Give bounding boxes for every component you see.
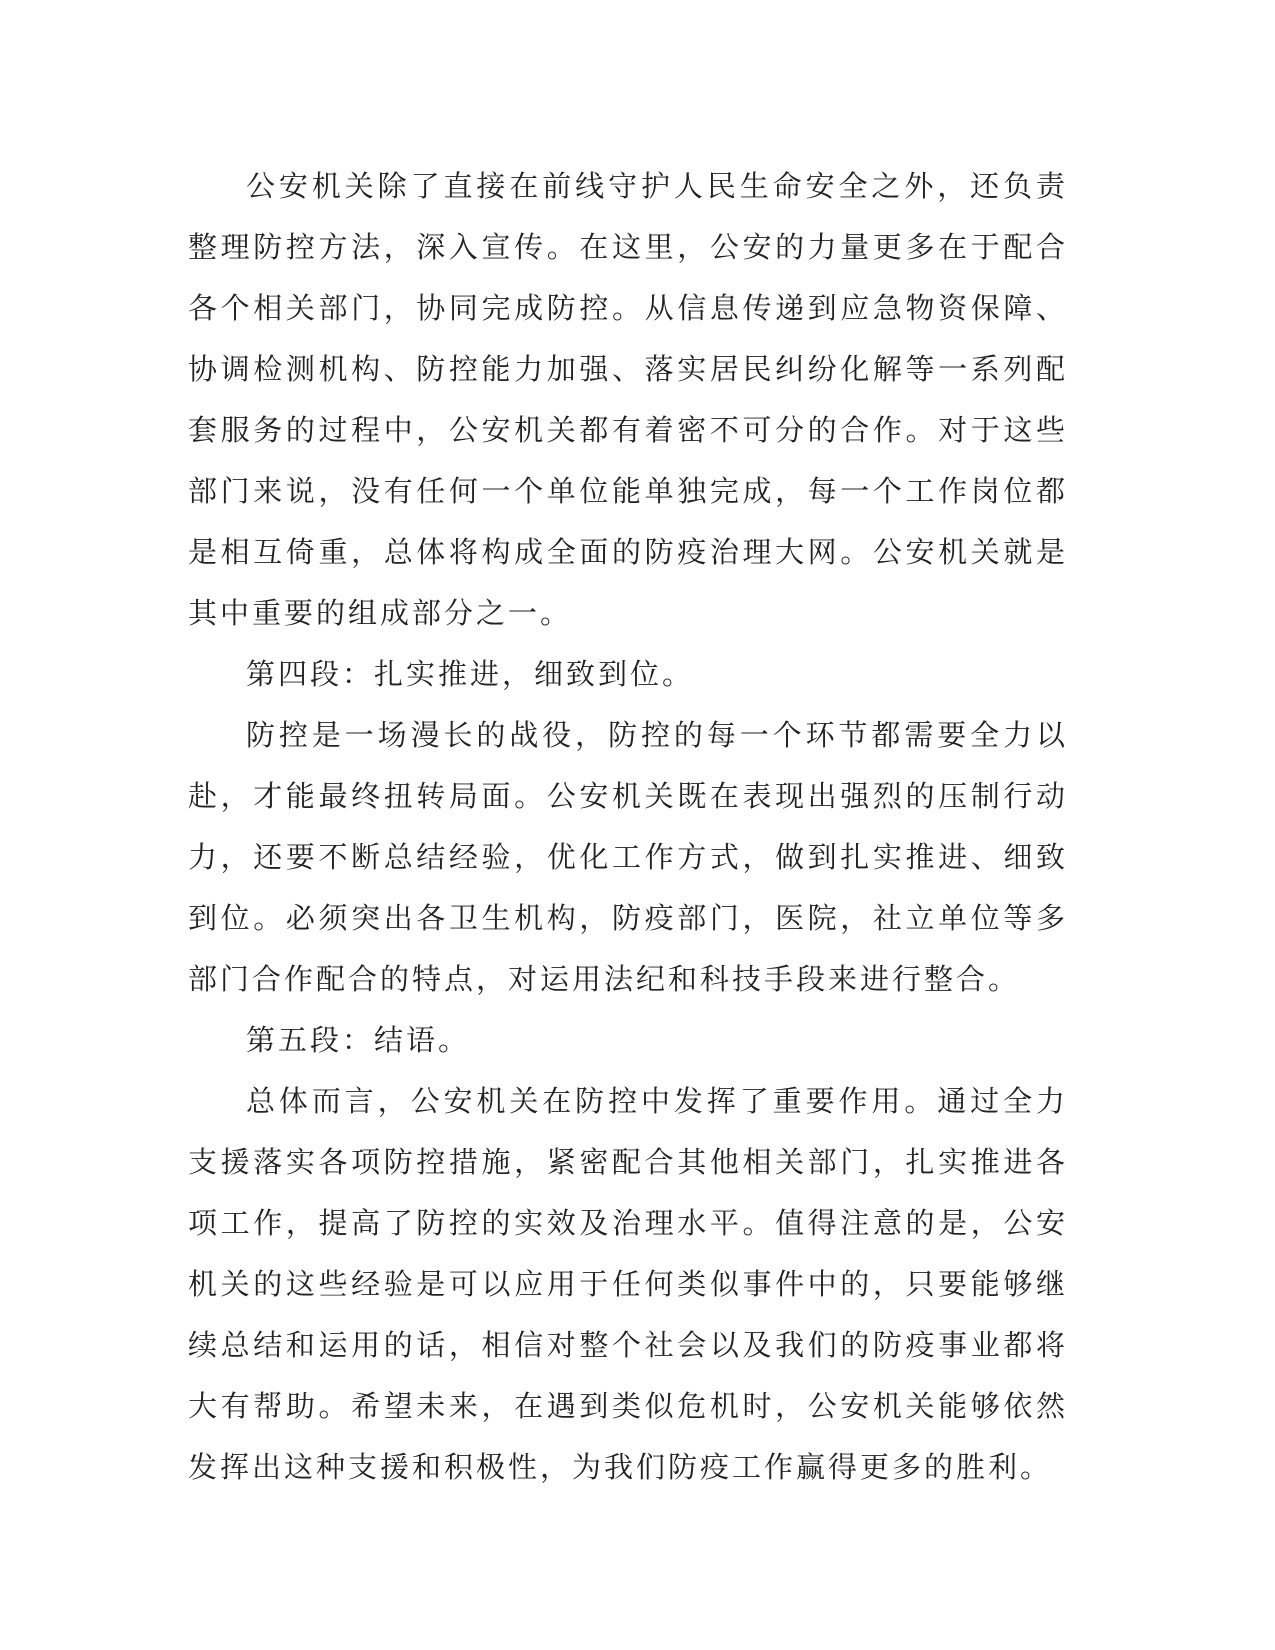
section-heading-four: 第四段：扎实推进，细致到位。 [246,657,695,691]
paragraph-conclusion: 总体而言，公安机关在防控中发挥了重要作用。通过全力支援落实各项防控措施，紧密配合其他相关部门，扎实推进各项工作，提高了防控的实效及治理水平。值得注意的是，公安机关的这些经验是可以应用于任何类似事件中的，只要能够继续总结和运用的话，相信对整个社会以及我们的防疫事业都将大有帮助。希望未来，在遇到类似危机时，公安机关能够依然发挥出这种支援和积极性，为我们防疫工作赢得更多的胜利。 [188,1084,1068,1484]
document-body [188,156,1068,1498]
section-heading-five: 第五段：结语。 [246,1023,471,1057]
paragraph-solid-progress: 防控是一场漫长的战役，防控的每一个环节都需要全力以赴，才能最终扭转局面。公安机关既在表现出强烈的压制行动力，还要不断总结经验，优化工作方式，做到扎实推进、细致到位。必须突出各卫生机构，防疫部门，医院，社立单位等多部门合作配合的特点，对运用法纪和科技手段来进行整合。 [188,718,1068,996]
paragraph-police-cooperation: 公安机关除了直接在前线守护人民生命安全之外，还负责整理防控方法，深入宣传。在这里，公安的力量更多在于配合各个相关部门，协同完成防控。从信息传递到应急物资保障、协调检测机构、防控能力加强、落实居民纠纷化解等一系列配套服务的过程中，公安机关都有着密不可分的合作。对于这些部门来说，没有任何一个单位能单独完成，每一个工作岗位都是相互倚重，总体将构成全面的防疫治理大网。公安机关就是其中重要的组成部分之一。 [188,169,1068,630]
